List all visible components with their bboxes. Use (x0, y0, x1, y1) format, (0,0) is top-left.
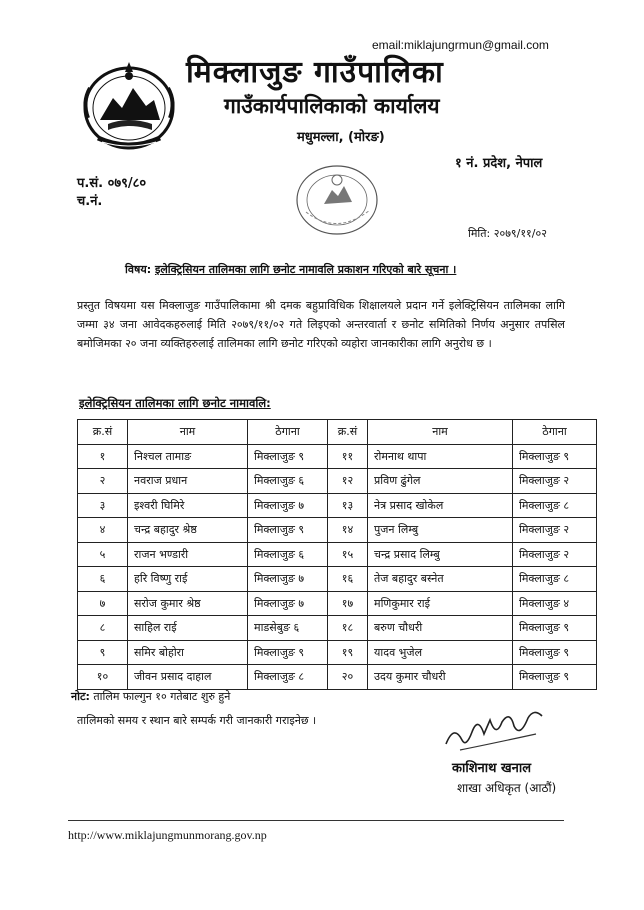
address-cell: मिक्लाजुङ २ (513, 542, 597, 567)
address-cell: मिक्लाजुङ २ (513, 469, 597, 494)
serial-cell: ७ (78, 591, 128, 616)
serial-cell: १८ (328, 616, 368, 641)
reference-number: प.सं. ०७९/८० (77, 176, 147, 191)
header-address: ठेगाना (513, 420, 597, 445)
name-cell: तेज बहादुर बस्नेत (368, 567, 513, 592)
name-cell: प्रविण ढुंगेल (368, 469, 513, 494)
name-cell: रोमनाथ थापा (368, 444, 513, 469)
address-cell: मिक्लाजुङ २ (513, 518, 597, 543)
table-row (78, 469, 597, 494)
header-serial: क्र.सं (78, 420, 128, 445)
name-cell: उदय कुमार चौधरी (368, 665, 513, 690)
serial-cell: १५ (328, 542, 368, 567)
office-address: मधुमल्ला, (मोरङ) (297, 130, 385, 145)
name-cell: निश्चल तामाङ (128, 444, 248, 469)
page-title: मिक्लाजुङ गाउँपालिका (186, 55, 444, 90)
serial-cell: ४ (78, 518, 128, 543)
address-cell: मिक्लाजुङ ६ (248, 542, 328, 567)
serial-cell: ११ (328, 444, 368, 469)
table-row (78, 518, 597, 543)
header-name: नाम (128, 420, 248, 445)
website-url: http://www.miklajungmunmorang.gov.np (68, 828, 267, 842)
name-cell: जीवन प्रसाद दाहाल (128, 665, 248, 690)
signer-designation: शाखा अधिकृत (आठौं) (457, 781, 557, 795)
header-address: ठेगाना (248, 420, 328, 445)
table-row (78, 591, 597, 616)
address-cell: मिक्लाजुङ ९ (248, 518, 328, 543)
address-cell: माडसेबुङ ६ (248, 616, 328, 641)
serial-cell: १३ (328, 493, 368, 518)
name-cell: चन्द्र बहादुर श्रेष्ठ (128, 518, 248, 543)
address-cell: मिक्लाजुङ ९ (248, 444, 328, 469)
serial-cell: ६ (78, 567, 128, 592)
address-cell: मिक्लाजुङ ७ (248, 567, 328, 592)
serial-cell: १७ (328, 591, 368, 616)
name-cell: नवराज प्रधान (128, 469, 248, 494)
serial-cell: २० (328, 665, 368, 690)
name-cell: समिर बोहोरा (128, 640, 248, 665)
note-line (71, 689, 230, 704)
footer-divider (68, 820, 564, 821)
table-header-row (78, 420, 597, 445)
office-subtitle: गाउँकार्यपालिकाको कार्यालय (224, 94, 440, 118)
table-row (78, 493, 597, 518)
address-cell: मिक्लाजुङ ८ (513, 567, 597, 592)
address-cell: मिक्लाजुङ ७ (248, 591, 328, 616)
address-cell: मिक्लाजुङ ६ (248, 469, 328, 494)
name-cell: चन्द्र प्रसाद लिम्बु (368, 542, 513, 567)
subject-label: विषय: (125, 263, 152, 276)
serial-cell: २ (78, 469, 128, 494)
serial-cell: १२ (328, 469, 368, 494)
selected-candidates-table (77, 419, 597, 690)
name-cell: सरोज कुमार श्रेष्ठ (128, 591, 248, 616)
name-cell: मणिकुमार राई (368, 591, 513, 616)
name-cell: इश्वरी घिमिरे (128, 493, 248, 518)
subject-line (125, 262, 456, 277)
table-row (78, 665, 597, 690)
serial-cell: ९ (78, 640, 128, 665)
handwritten-signature-icon (440, 704, 550, 756)
header-serial: क्र.सं (328, 420, 368, 445)
table-row (78, 640, 597, 665)
address-cell: मिक्लाजुङ ९ (248, 640, 328, 665)
serial-cell: १ (78, 444, 128, 469)
table-row (78, 542, 597, 567)
serial-cell: ८ (78, 616, 128, 641)
address-cell: मिक्लाजुङ ८ (248, 665, 328, 690)
serial-cell: १० (78, 665, 128, 690)
address-cell: मिक्लाजुङ ९ (513, 444, 597, 469)
nepal-government-emblem-icon (78, 58, 180, 152)
list-title: इलेक्ट्रिसियन तालिमका लागि छनोट नामावलि: (79, 396, 271, 410)
name-cell: हरि विष्णु राई (128, 567, 248, 592)
office-stamp-icon (292, 160, 382, 238)
serial-cell: १६ (328, 567, 368, 592)
note-label: नोट: (71, 690, 90, 703)
date-line: मिति: २०७९/११/०२ (468, 227, 547, 240)
table-row (78, 616, 597, 641)
serial-cell: १४ (328, 518, 368, 543)
signer-name: काशिनाथ खनाल (452, 761, 532, 776)
name-cell: राजन भण्डारी (128, 542, 248, 567)
note-text: तालिम फाल्गुन १० गतेबाट शुरु हुने (93, 690, 231, 703)
address-cell: मिक्लाजुङ ९ (513, 640, 597, 665)
name-cell: पुजन लिम्बु (368, 518, 513, 543)
note-line-2: तालिमको समय र स्थान बारे सम्पर्क गरी जानकारी गराइनेछ । (77, 714, 317, 727)
address-cell: मिक्लाजुङ ८ (513, 493, 597, 518)
table-row (78, 567, 597, 592)
serial-cell: १९ (328, 640, 368, 665)
name-cell: साहिल राई (128, 616, 248, 641)
name-cell: नेत्र प्रसाद खोकेल (368, 493, 513, 518)
address-cell: मिक्लाजुङ ७ (248, 493, 328, 518)
name-cell: यादव भुजेल (368, 640, 513, 665)
header-name: नाम (368, 420, 513, 445)
province-label: १ नं. प्रदेश, नेपाल (455, 156, 543, 171)
address-cell: मिक्लाजुङ ९ (513, 665, 597, 690)
name-cell: बरुण चौधरी (368, 616, 513, 641)
body-paragraph: प्रस्तुत विषयमा यस मिक्लाजुङ गाउँपालिकामा श्री दमक बहुप्राविधिक शिक्षालयले प्रदान गर्ने इलेक्ट्रिसियन तालिमका लागि जम्मा ३४ जना आवेदकहरुलाई मिति २०७९/११/०२ गते लिइएको अन्तरवार्ता र छनोट समितिको निर्णय अनुसार तपसिल बमोजिमका २० जना व्यक्तिहरुलाई तालिमका लागि छनोट गरिएको व्यहोरा जानकारीका लागि अनुरोध छ । (77, 299, 565, 350)
dispatch-number: च.नं. (77, 194, 103, 209)
serial-cell: ५ (78, 542, 128, 567)
address-cell: मिक्लाजुङ ९ (513, 616, 597, 641)
address-cell: मिक्लाजुङ ४ (513, 591, 597, 616)
email-address: email:miklajungrmun@gmail.com (372, 38, 549, 52)
subject-text: इलेक्ट्रिसियन तालिमका लागि छनोट नामावलि प्रकाशन गरिएको बारे सूचना । (154, 263, 457, 276)
serial-cell: ३ (78, 493, 128, 518)
table-row (78, 444, 597, 469)
